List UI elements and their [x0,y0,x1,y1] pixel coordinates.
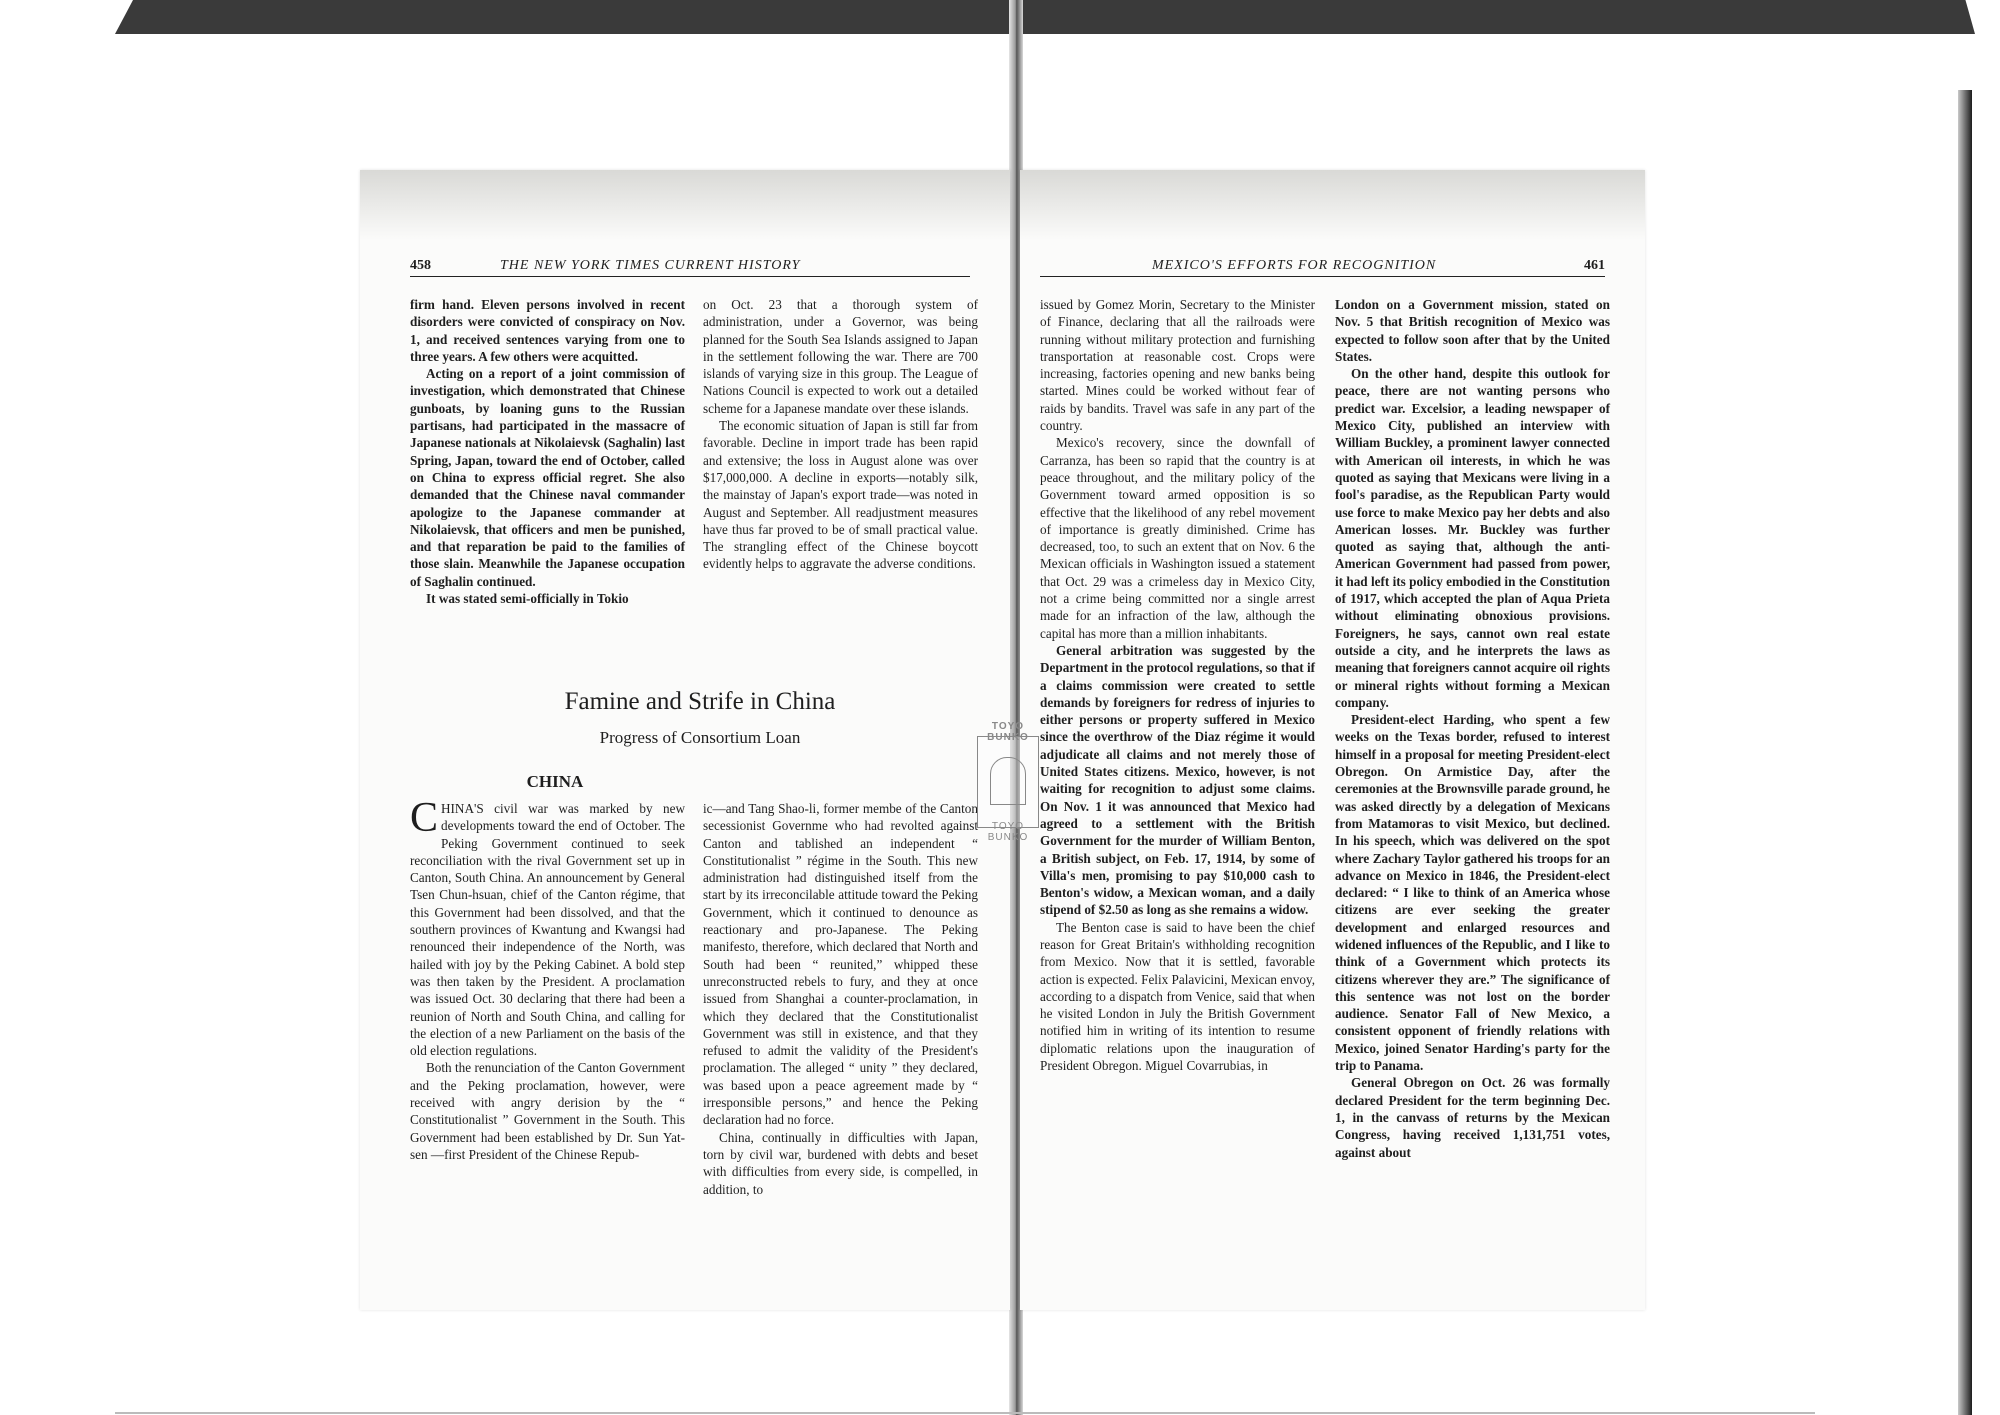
scan-dark-band-right [1020,0,1975,34]
paragraph: The economic situation of Japan is still far from favorable. Decline in import trade has been rapid and extensive; the loss in August alone was over $17,000,000. A decline in exports—notably silk, the mainstay of Japan's export trade—was noted in August and September. All readjustment measures have thus far proved to be of small practical value. The strangling effect of the Chinese boycott evidently helps to aggravate the adverse conditions. [703,418,978,572]
article-subtitle: Progress of Consortium Loan [599,728,801,747]
right-running-head: MEXICO'S EFFORTS FOR RECOGNITION [1152,258,1437,273]
right-col-2 [1335,296,1610,1161]
paragraph: Mexico's recovery, since the downfall of Carranza, has been so rapid that the country is at peace throughout, and the military policy of the Government toward armed opposition is so effective that the likelihood of any rebel movement of importance is greatly diminished. Crime has decreased, too, to such an extent that on Nov. 6 the Mexican officials in Washington issued a statement that Oct. 29 was a crimeless day in Mexico City, not a crime being committed nor a single arrest made for an infraction of the law, although the capital has more than a million inhabitants. [1040,435,1315,641]
drop-cap: C [410,795,439,841]
paragraph: Both the renunciation of the Canton Government and the Peking proclamation, however, were received with angry derision by the “ Constitutionalist ” Government in the South. This Government had been established by Dr. Sun Yat-sen —first President of the Chinese Repub- [410,1060,685,1162]
left-col-1 [410,296,685,607]
paragraph: Acting on a report of a joint commission of investigation, which demonstrated that Chinese gunboats, by loaning guns to the Russian partisans, had participated in the massacre of Japanese nationals at Nikolaievsk (Saghalin) last Spring, Japan, toward the end of October, called on China to express official regret. She also demanded that the Chinese naval commander apologize to the Japanese commander at Nikolaievsk, that officers and men be punished, and that reparation be paid to the families of those slain. Meanwhile the Japanese occupation of Saghalin continued. [410,366,685,589]
paragraph: China, continually in difficulties with Japan, torn by civil war, burdened with debts and beset with difficulties from every side, is compelled, in addition, to [703,1129,978,1197]
paragraph: ic—and Tang Shao-li, former membe of the Canton secessionist Governme who had revolted against Canton and tablished an independent “ Constitutionalist ” régime in the South. This new administration had distinguished itself from the start by its irreconcilable attitude toward the Peking Government, which it continued to denounce as reactionary and pro-Japanese. The Peking manifesto, therefore, which declared that North and South had been “ reunited,” whipped these unreconstructed rebels to fury, and they at once issued from Shanghai a counter-proclamation, in which they declared that the Constitutionalist Government was still in existence, and that they refused to admit the validity of the President's proclamation. The alleged “ unity ” they declared, was based upon a peace agreement made by “ irresponsible persons,” and hence the Peking declaration had no force. [703,801,978,1128]
paragraph: President-elect Harding, who spent a few weeks on the Texas border, refused to interest himself in a proposal for meeting President-elect Obregon. On Armistice Day, after the ceremonies at the Brownsville parade ground, he was asked directly by a delegation of Mexicans from Matamoras to visit Mexico, but declined. In his speech, which was delivered on the spot where Zachary Taylor gathered his troops for an advance on Mexico in 1846, the President-elect declared: “ I like to think of an America whose citizens are ever seeking the greater development and enlarged resources and widened influences of the Republic, and I like to think of a Government which protects its citizens wherever they are.” The significance of this sentence was not lost on the border audience. Senator Fall of New Mexico, a consistent opponent of friendly relations with Mexico, joined Senator Harding's party for the trip to Panama. [1335,712,1610,1074]
paragraph: It was stated semi-officially in Tokio [426,591,629,607]
paragraph: The Benton case is said to have been the chief reason for Great Britain's withholding recognition from Mexico. Now that it is settled, favorable action is expected. Felix Palavicini, Mexican envoy, according to a dispatch from Venice, said that when he visited London in July the British Government notified him in writing of its intention to resume diplomatic relations upon the inauguration of President Obregon. Miguel Covarrubias, in [1040,919,1315,1074]
paragraph: London on a Government mission, stated on Nov. 5 that British recognition of Mexico was expected to follow soon after that by the United States. [1335,297,1610,364]
scan-page-edge [1958,90,1972,1415]
section-heading: CHINA [526,772,584,791]
stamp-emblem-icon [990,757,1026,805]
right-page-header [1040,258,1605,277]
paragraph: HINA'S civil war was marked by new developments toward the end of October. The Peking Government continued to seek reconciliation with the rival Government set up in Canton, South China. An announcement by General Tsen Chun-hsuan, chief of the Canton régime, that this Government had been dissolved, and that the southern provinces of Kwantung and Kwangsi had renounced their independence of the North, was hailed with joy by the Peking Cabinet. A bold step was then taken by the President. A proclamation was issued Oct. 30 declaring that there had been a reunion of North and South China, and calling for the election of a new Parliament on the basis of the old election regulations. [410,801,685,1059]
right-page-number: 461 [1584,258,1605,273]
left-col-4 [703,800,978,1198]
right-page [1020,170,1645,1310]
library-stamp [977,721,1039,843]
paragraph: on Oct. 23 that a thorough system of administration, under a Governor, was being planned for the South Sea Islands assigned to Japan in the settlement following the war. There are 700 islands of varying size in this group. The League of Nations Council is expected to work out a detailed scheme for a Japanese mandate over these islands. [703,297,978,416]
paragraph: General arbitration was suggested by the Department in the protocol regulations, so that if a claims commission were created to settle demands by foreigners for redress of injuries to either persons or property suffered in Mexico since the overthrow of the Diaz régime it would adjudicate all claims and not merely those of United States citizens. Mexico, however, is not waiting for recognition to adjust some claims. On Nov. 1 it was announced that Mexico had agreed to a settlement with the British Government for the murder of William Benton, a British subject, on Feb. 17, 1914, by some of Villa's men, promising to pay $10,000 cash to Benton's widow, a Mexican woman, and a daily stipend of $2.50 as long as she remains a widow. [1040,642,1315,918]
paragraph: issued by Gomez Morin, Secretary to the Minister of Finance, declaring that all the railroads were running without military protection and furnishing transportation at reasonable cost. Crops were increasing, factories opening and new banks being started. Mines could be worked without fear of raids by bandits. Travel was safe in any part of the country. [1040,297,1315,434]
paragraph: On the other hand, despite this outlook for peace, there are not wanting persons who predict war. Excelsior, a leading newspaper of Mexico City, published an interview with William Buckley, a prominent lawyer connected with American oil interests, in which he was quoted as saying that Mexicans were living in a fool's paradise, as the Republican Party would use force to make Mexico pay her debts and also American losses. Mr. Buckley was further quoted as saying that, although the anti-American Government had passed from power, it had left its policy embodied in the Constitution of 1917, which accepted the plan of Aqua Prieta without eliminating obnoxious provisions. Foreigners, he says, cannot own real estate outside a city, and he interprets the laws as meaning that foreigners cannot acquire oil rights or mineral rights without forming a Mexican company. [1335,366,1610,710]
left-running-head: THE NEW YORK TIMES CURRENT HISTORY [500,258,801,273]
left-col-3 [410,795,685,1163]
scan-dark-band-left [115,0,1015,34]
scan-bottom-edge [115,1412,1815,1414]
left-col-2 [703,296,978,573]
article-title: Famine and Strife in China [564,688,836,715]
stamp-bottom-text: TOYO BUNKO [987,821,1029,843]
stamp-top-text: TOYO BUNKO [987,721,1029,743]
right-col-1 [1040,296,1315,1074]
left-page [360,170,1010,1310]
paragraph: firm hand. Eleven persons involved in recent disorders were convicted of conspiracy on Nov. 1, and received sentences varying from one to three years. A few others were acquitted. [410,297,685,364]
paragraph: General Obregon on Oct. 26 was formally declared President for the term beginning Dec. 1, in the canvass of returns by the Mexican Congress, having received 1,131,751 votes, against about [1335,1075,1610,1160]
left-page-number: 458 [410,258,431,273]
left-page-header [410,258,970,277]
